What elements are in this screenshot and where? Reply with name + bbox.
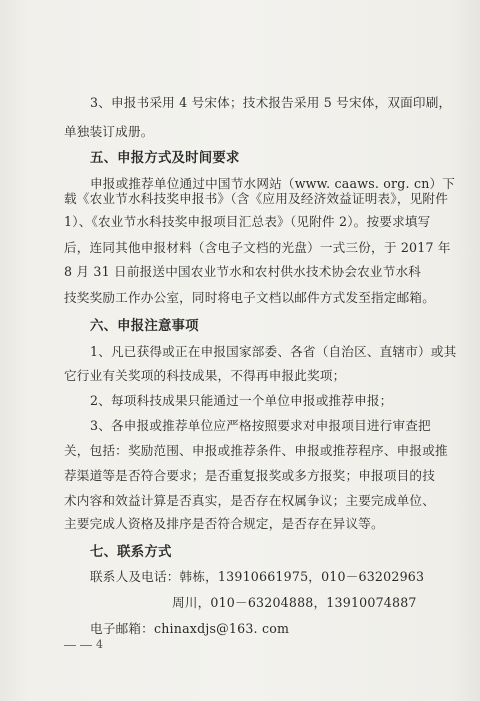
text-line: 主要完成人资格及排序是否符合规定，是否存在异议等。 xyxy=(64,516,384,531)
text-line: 1、凡已获得或正在申报国家部委、各省（自治区、直辖市）或其 xyxy=(90,344,457,359)
section-heading: 七、联系方式 xyxy=(90,544,172,560)
text-line: 1）、《农业节水科技奖申报项目汇总表》（见附件 2）。按要求填写 xyxy=(64,214,431,229)
text-line: 3、各申报或推荐单位应严格按照要求对申报项目进行审查把 xyxy=(90,418,431,433)
section-heading: 六、申报注意事项 xyxy=(90,318,199,334)
footer-dash xyxy=(64,645,76,646)
email-line: 电子邮箱：chinaxdjs@163. com xyxy=(90,621,290,636)
text-line: 2、每项科技成果只能通过一个单位申报或推荐申报； xyxy=(90,393,393,408)
page-number: 4 xyxy=(96,638,103,651)
text-line: 后，连同其他申报材料（含电子文档的光盘）一式三份，于 2017 年 xyxy=(64,240,451,255)
page-footer xyxy=(64,638,103,651)
text-line: 荐渠道等是否符合要求；是否重复报奖或多方报奖；申报项目的技 xyxy=(64,468,436,483)
text-line: 关，包括：奖励范围、申报或推荐条件、申报或推荐程序、申报或推 xyxy=(64,443,448,458)
section-heading: 五、申报方式及时间要求 xyxy=(90,150,240,166)
text-line: 申报或推荐单位通过中国节水网站（www. caaws. org. cn）下 xyxy=(90,176,456,191)
footer-dash xyxy=(80,645,92,646)
text-line: 载《农业节水科技奖申报书》（含《应用及经济效益证明表》，见附件 xyxy=(64,191,449,206)
contact-line: 联系人及电话：韩栋，13910661975，010－63202963 xyxy=(90,569,425,584)
text-line: 它行业有关奖项的科技成果，不得再申报此奖项； xyxy=(64,368,346,383)
text-line: 单独装订成册。 xyxy=(64,124,154,139)
text-line: 技奖奖励工作办公室，同时将电子文档以邮件方式发至指定邮箱。 xyxy=(64,290,436,305)
text-line: 3、申报书采用 4 号宋体；技术报告采用 5 号宋体，双面印刷， xyxy=(90,95,452,110)
text-line: 8 月 31 日前报送中国农业节水和农村供水技术协会农业节水科 xyxy=(64,264,422,279)
text-line: 术内容和效益计算是否真实，是否存在权属争议；主要完成单位、 xyxy=(64,493,436,508)
contact-line: 周川，010－63204888，13910074887 xyxy=(172,595,417,610)
